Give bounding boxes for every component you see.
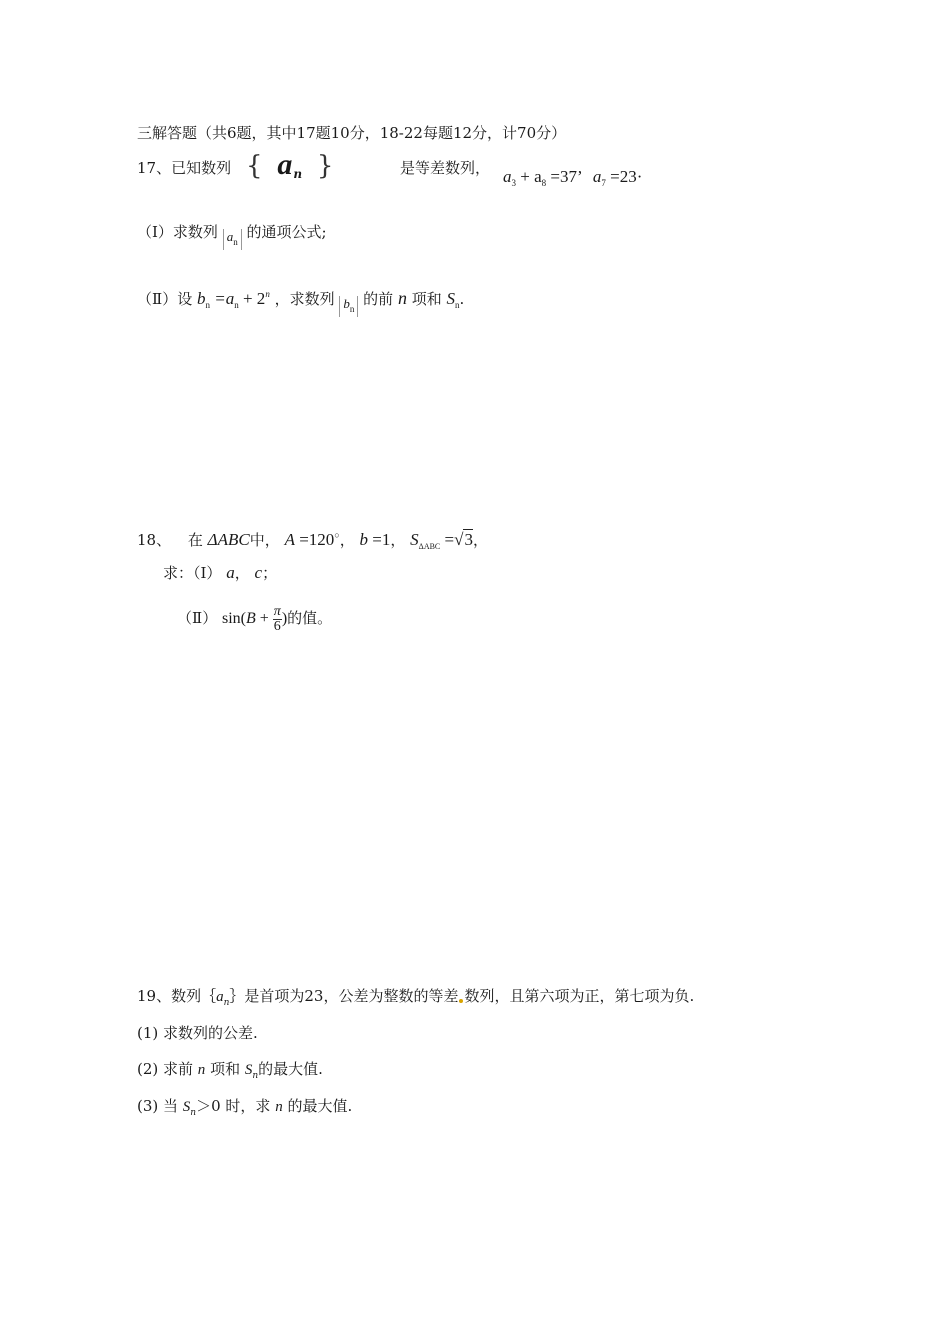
q18-B: B: [245, 610, 256, 627]
q17-part1-seq-sub: n: [233, 237, 238, 247]
q17-part2-text2: 的前: [363, 290, 394, 308]
section-heading: [137, 123, 566, 143]
q17-part2-seq-b: b: [343, 296, 350, 311]
cond2-eq: =23: [605, 167, 637, 186]
q17-is-arith-text: 是等差数列，: [400, 159, 491, 177]
q19-item2: [137, 1059, 323, 1086]
q18-S: S: [410, 530, 419, 549]
q18-part2-label: （Ⅱ）: [177, 609, 218, 627]
q19-text-a: 19、数列｛: [137, 987, 217, 1005]
q18-plus: +: [255, 610, 273, 627]
q18-frac-num: π: [273, 603, 281, 619]
q19-text-b: ｝是首项为23，公差为整数的等差: [229, 987, 459, 1005]
formula-plus: + 2: [238, 289, 266, 308]
cond1-eq: =37’: [546, 167, 583, 186]
q19-text-c: 数列，且第六项为正，第七项为负.: [464, 987, 695, 1005]
q17-part2-seq-sub: n: [349, 304, 355, 314]
q18-number: 18、: [137, 531, 172, 549]
q18-part2-text: 的值。: [287, 609, 333, 627]
formula-sup: n: [265, 289, 270, 299]
q18-S-sub: ΔABC: [418, 542, 441, 551]
q17-intro: 17、已知数列: [137, 159, 232, 177]
q18-ask-a: a: [226, 563, 235, 582]
q17-part2-end: .: [459, 290, 465, 308]
q18-text1: 在: [187, 531, 203, 549]
cond2-sub: 7: [601, 178, 606, 188]
q19-item3-n: n: [275, 1099, 283, 1115]
q18-sqrt: 3: [464, 530, 473, 549]
q19-item3-S-sub: n: [190, 1108, 197, 1118]
q19-item3-b: ＞0 时，求: [196, 1097, 276, 1115]
cond1-sub: 3: [511, 178, 516, 188]
q18-comma3: ，: [472, 531, 488, 549]
q18-S-eq: =: [440, 530, 455, 549]
q17-part1-label: （Ⅰ）求数列: [137, 223, 218, 241]
formula-a-sub: n: [234, 300, 239, 310]
q19-item2-S: S: [244, 1062, 253, 1078]
q18-b: [360, 530, 391, 549]
cond2-end: ·: [636, 167, 643, 186]
q19-seq: a: [216, 989, 224, 1005]
q19-item2-S-sub: n: [252, 1071, 259, 1081]
q18-angle-eq: =120: [294, 530, 335, 549]
q19-item3-a: (3) 当: [137, 1097, 183, 1115]
q19-item3: [137, 1096, 352, 1123]
q17-part1-seq-a: a: [226, 229, 234, 244]
q17-is-arith: [400, 158, 490, 178]
q17-part2-text: ，求数列: [274, 290, 335, 308]
q19-item3-c: 的最大值.: [282, 1097, 353, 1115]
q18-ask-label: 求：（Ⅰ）: [163, 564, 222, 582]
q19-item2-c: 的最大值.: [258, 1060, 323, 1078]
right-brace: }: [316, 151, 334, 181]
q17-part2-S: [447, 289, 460, 308]
q18-line1: [137, 525, 488, 557]
q17-part2-formula: [197, 289, 270, 308]
q17-part1-seq: [223, 229, 242, 250]
q19-item2-a: (2) 求前: [137, 1060, 198, 1078]
q17-part2-S-sub: n: [455, 300, 460, 310]
q18-part2: [177, 598, 332, 639]
q19-item1-text: (1) 求数列的公差.: [137, 1024, 258, 1042]
q17-number: [137, 158, 231, 178]
q17-part2-S-letter: S: [446, 289, 456, 308]
q18-b-letter: b: [359, 530, 369, 549]
q18-angle: [285, 530, 340, 549]
formula-eq: =a: [209, 289, 235, 308]
q17-part1-text: 的通项公式;: [246, 223, 327, 241]
q18-angle-sup: ○: [334, 530, 340, 540]
formula-b: b: [196, 289, 206, 308]
q18-comma2: ，: [390, 531, 406, 549]
seq-a: a: [277, 148, 294, 181]
q17-sequence-symbol: [246, 148, 334, 189]
q17-part2-label: （Ⅱ）设: [137, 290, 193, 308]
q17-part2-n: n: [397, 288, 407, 308]
cond1-sub2: 8: [541, 178, 547, 188]
q17-part1: [137, 222, 327, 250]
q17-conditions: [503, 167, 642, 193]
cond1-plus: + a: [516, 167, 542, 186]
q18-ask-end: ；: [262, 564, 278, 582]
q17-part2: [137, 284, 464, 317]
q17-part2-text3: 项和: [411, 290, 442, 308]
q18-area: $S_{\Delta ABC} =√3$: [410, 530, 473, 551]
annotation-mark-icon: [459, 999, 463, 1003]
cond2-a: a: [592, 167, 602, 186]
q18-close: ): [281, 610, 288, 627]
q19-line1: [137, 986, 694, 1013]
cond1-a: a: [503, 167, 512, 186]
section-heading-text: 三解答题（共6题，其中17题10分，18-22每题12分，计70分）: [137, 124, 567, 142]
seq-a-sub: n: [293, 167, 303, 181]
q19-item2-n: n: [197, 1062, 206, 1078]
q18-comma1: ，: [339, 531, 355, 549]
q18-text2: 中，: [249, 531, 280, 549]
q18-ask-c: c: [254, 563, 263, 582]
q18-b-eq: =1: [368, 530, 391, 549]
q18-sin-expr: [221, 603, 288, 634]
q19-seq-sub: n: [223, 998, 230, 1008]
q19-item3-S: S: [182, 1099, 191, 1115]
q18-angle-letter: A: [284, 530, 295, 549]
q19-item1: [137, 1023, 258, 1043]
q19-item2-b: 项和: [205, 1060, 245, 1078]
q18-fraction: [273, 605, 282, 634]
q18-frac-den: 6: [273, 618, 281, 634]
q18-sin: sin(: [221, 610, 246, 627]
q18-ask-comma: ，: [234, 564, 250, 582]
left-brace: {: [246, 151, 263, 181]
q18-triangle: ΔABC: [207, 530, 250, 549]
q17-part2-seq: [339, 296, 358, 317]
formula-b-sub: n: [205, 300, 210, 310]
q18-ask: [163, 563, 277, 583]
